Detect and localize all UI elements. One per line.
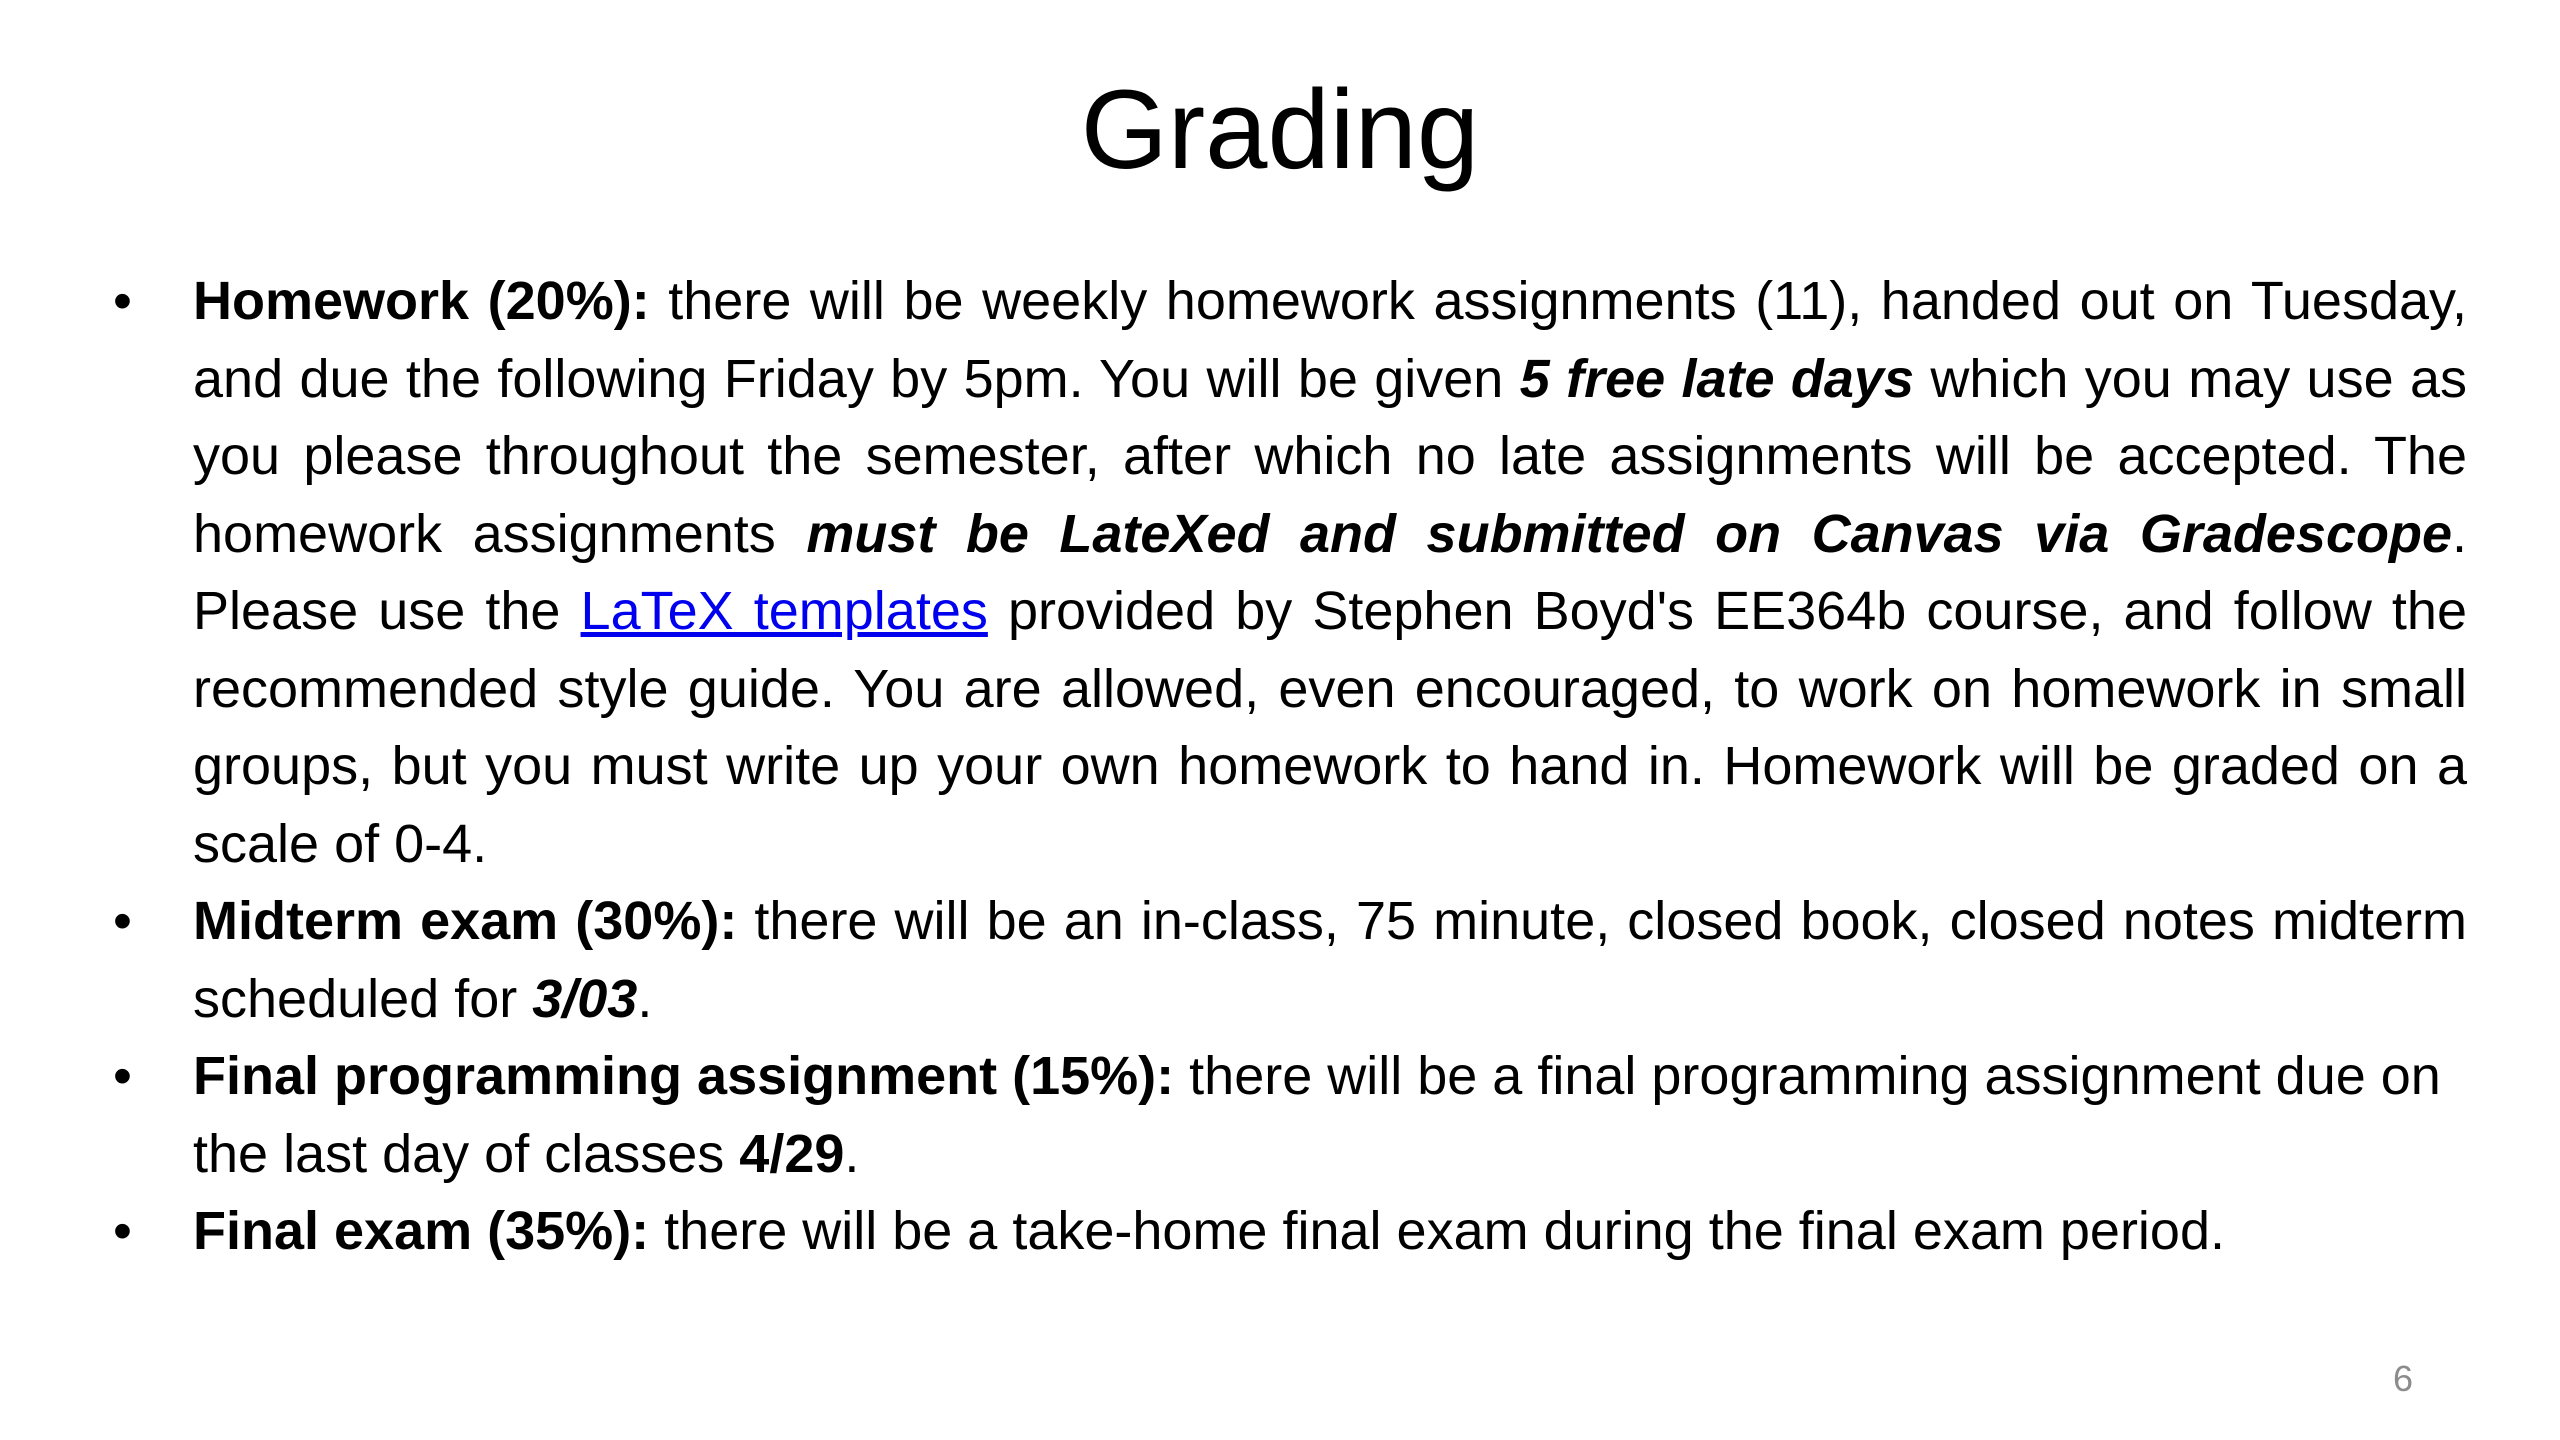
final-exam-text-1: there will be a take-home final exam during the final exam period. — [649, 1201, 2225, 1261]
final-programming-label: Final programming assignment (15%): — [193, 1046, 1175, 1106]
homework-label: Homework (20%): — [193, 271, 650, 331]
homework-text-4: provided by Stephen Boyd's EE364b course, and follow the recommended style guide. You are allowed, even encouraged, to work on homework in small groups, but you must write up your own homework to hand in. Homework will be graded on a scale of 0-4. — [193, 581, 2467, 874]
late-days-emphasis: 5 free late days — [1519, 348, 1914, 409]
bullet-midterm — [95, 883, 2467, 1038]
midterm-text-2: . — [637, 968, 653, 1029]
final-programming-date: 4/29 — [739, 1123, 845, 1184]
midterm-text-1: there will be an in-class, 75 minute, closed book, closed notes midterm scheduled for — [193, 891, 2467, 1029]
final-exam-label: Final exam (35%): — [193, 1201, 650, 1261]
slide-title: Grading — [1080, 67, 1480, 192]
bullet-dot-icon: • — [113, 1201, 132, 1261]
latex-templates-link[interactable]: LaTeX templates — [580, 581, 988, 641]
final-programming-text-1: there will be a final programming assignment due on the last day of classes — [193, 1046, 2441, 1184]
homework-text-1: there will be weekly homework assignments (11), handed out on Tuesday, and due the following Friday by 5pm. You will be given — [193, 271, 2468, 409]
bullet-final-exam — [95, 1193, 2467, 1271]
bullet-final-programming — [95, 1038, 2467, 1193]
bullet-homework — [95, 263, 2467, 883]
midterm-label: Midterm exam (30%): — [193, 891, 738, 951]
bullet-dot-icon: • — [113, 271, 132, 331]
latex-requirement-emphasis: must be LateXed and submitted on Canvas via Gradescope — [806, 503, 2452, 564]
midterm-date: 3/03 — [532, 968, 638, 1029]
page-number: 6 — [2392, 1358, 2413, 1399]
homework-text-2: which you may use as you please throughout the semester, after which no late assignments will be accepted. The homework assignments — [193, 348, 2468, 564]
homework-text-3: . Please use the — [193, 503, 2467, 641]
grading-bullet-list — [95, 263, 2467, 1271]
bullet-dot-icon: • — [113, 1046, 132, 1106]
final-programming-text-2: . — [844, 1123, 860, 1184]
bullet-dot-icon: • — [113, 891, 132, 951]
